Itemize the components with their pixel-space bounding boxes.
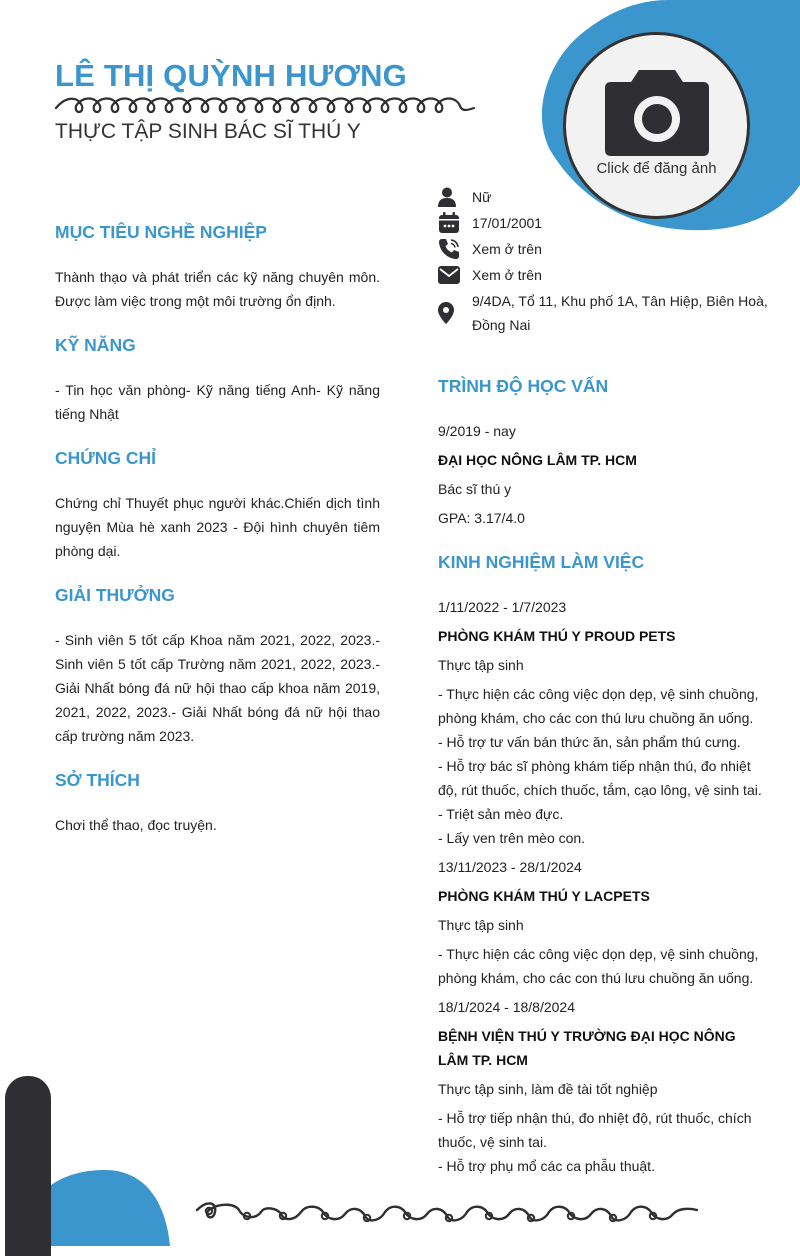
job-period: 1/11/2022 - 1/7/2023 xyxy=(438,599,567,615)
contact-info xyxy=(438,185,768,339)
section-heading: KINH NGHIỆM LÀM VIỆC xyxy=(438,552,645,572)
calendar-icon xyxy=(438,211,464,235)
photo-upload-label: Click để đăng ảnh xyxy=(596,160,717,177)
footer-squiggle-decoration xyxy=(195,1198,700,1230)
header-squiggle-decoration xyxy=(52,92,477,118)
job-role: Thực tập sinh xyxy=(438,657,524,673)
objective-text: Thành thạo và phát triển các kỹ năng chuyên môn. Được làm việc trong một môi trường ổn định. xyxy=(55,269,380,309)
job-duty: - Thực hiện các công việc dọn dẹp, vệ sinh chuồng, phòng khám, cho các con thú lưu chuồng ăn uống. xyxy=(438,946,759,986)
awards-text: - Sinh viên 5 tốt cấp Khoa năm 2021, 2022, 2023.- Sinh viên 5 tốt cấp Trường năm 2021, 2022, 2023.- Giải Nhất bóng đá nữ hội thao cấp khoa năm 2019, 2021, 2022, 2023.- Giải Nhất bóng đá nữ hội thao cấp trường năm 2023. xyxy=(55,632,380,744)
map-pin-icon xyxy=(438,289,464,337)
right-column xyxy=(438,376,763,1200)
envelope-icon xyxy=(438,263,464,287)
job-period: 18/1/2024 - 18/8/2024 xyxy=(438,999,576,1015)
job-duties xyxy=(438,1106,763,1178)
camera-icon xyxy=(603,66,711,156)
job-company: PHÒNG KHÁM THÚ Y LACPETS xyxy=(438,888,650,904)
job-role: Thực tập sinh xyxy=(438,917,524,933)
contact-gender: Nữ xyxy=(438,185,768,209)
job-entry xyxy=(438,595,763,850)
hobbies-section xyxy=(55,770,380,837)
phone-icon xyxy=(438,237,464,261)
job-duties xyxy=(438,682,763,850)
hobbies-text: Chơi thể thao, đọc truyện. xyxy=(55,817,217,833)
job-title: THỰC TẬP SINH BÁC SĨ THÚ Y xyxy=(55,120,361,143)
education-section xyxy=(438,376,763,530)
job-duties xyxy=(438,942,763,990)
education-major: Bác sĩ thú y xyxy=(438,481,512,497)
footer-bar-decoration xyxy=(5,1076,51,1256)
certificates-section xyxy=(55,448,380,563)
education-period: 9/2019 - nay xyxy=(438,423,516,439)
section-heading: TRÌNH ĐỘ HỌC VẤN xyxy=(438,376,609,396)
section-heading: GIẢI THƯỞNG xyxy=(55,585,175,605)
contact-email: Xem ở trên xyxy=(438,263,768,287)
job-duty: - Hỗ trợ phụ mổ các ca phẫu thuật. xyxy=(438,1158,655,1174)
section-heading: MỤC TIÊU NGHỀ NGHIỆP xyxy=(55,222,267,242)
job-period: 13/11/2023 - 28/1/2024 xyxy=(438,859,582,875)
person-icon xyxy=(438,185,464,209)
section-heading: KỸ NĂNG xyxy=(55,335,136,355)
contact-phone: Xem ở trên xyxy=(438,237,768,261)
job-duty: - Hỗ trợ tiếp nhận thú, đo nhiệt độ, rút thuốc, chích thuốc, vệ sinh tai. xyxy=(438,1110,752,1150)
job-entry xyxy=(438,855,763,990)
job-company: BỆNH VIỆN THÚ Y TRƯỜNG ĐẠI HỌC NÔNG LÂM TP. HCM xyxy=(438,1028,736,1068)
job-duty: - Hỗ trợ tư vấn bán thức ăn, sản phẩm thú cưng. xyxy=(438,734,741,750)
job-duty: - Lấy ven trên mèo con. xyxy=(438,830,586,846)
job-company: PHÒNG KHÁM THÚ Y PROUD PETS xyxy=(438,628,676,644)
job-role: Thực tập sinh, làm đề tài tốt nghiệp xyxy=(438,1081,658,1097)
education-gpa: GPA: 3.17/4.0 xyxy=(438,510,525,526)
contact-birthday: 17/01/2001 xyxy=(438,211,768,235)
awards-section xyxy=(55,585,380,748)
section-heading: SỞ THÍCH xyxy=(55,770,140,790)
skills-text: - Tin học văn phòng- Kỹ năng tiếng Anh- Kỹ năng tiếng Nhật xyxy=(55,382,380,422)
section-heading: CHỨNG CHỈ xyxy=(55,448,157,468)
left-column xyxy=(55,222,380,859)
job-entry xyxy=(438,995,763,1178)
objective-section xyxy=(55,222,380,313)
experience-section xyxy=(438,552,763,1178)
job-duty: - Thực hiện các công việc dọn dẹp, vệ sinh chuồng, phòng khám, cho các con thú lưu chuồng ăn uống. xyxy=(438,686,759,726)
education-school: ĐẠI HỌC NÔNG LÂM TP. HCM xyxy=(438,452,637,468)
candidate-name: LÊ THỊ QUỲNH HƯƠNG xyxy=(55,58,407,93)
skills-section xyxy=(55,335,380,426)
contact-address: 9/4DA, Tổ 11, Khu phố 1A, Tân Hiệp, Biên Hoà, Đồng Nai xyxy=(438,289,768,337)
certificates-text: Chứng chỉ Thuyết phục người khác.Chiến dịch tình nguyện Mùa hè xanh 2023 - Đội hình chuyên tiêm phòng dại. xyxy=(55,495,380,559)
job-duty: - Hỗ trợ bác sĩ phòng khám tiếp nhận thú, đo nhiệt độ, rút thuốc, chích thuốc, tắm, cạo lông, vệ sinh tai. xyxy=(438,758,762,798)
job-duty: - Triệt sản mèo đực. xyxy=(438,806,564,822)
